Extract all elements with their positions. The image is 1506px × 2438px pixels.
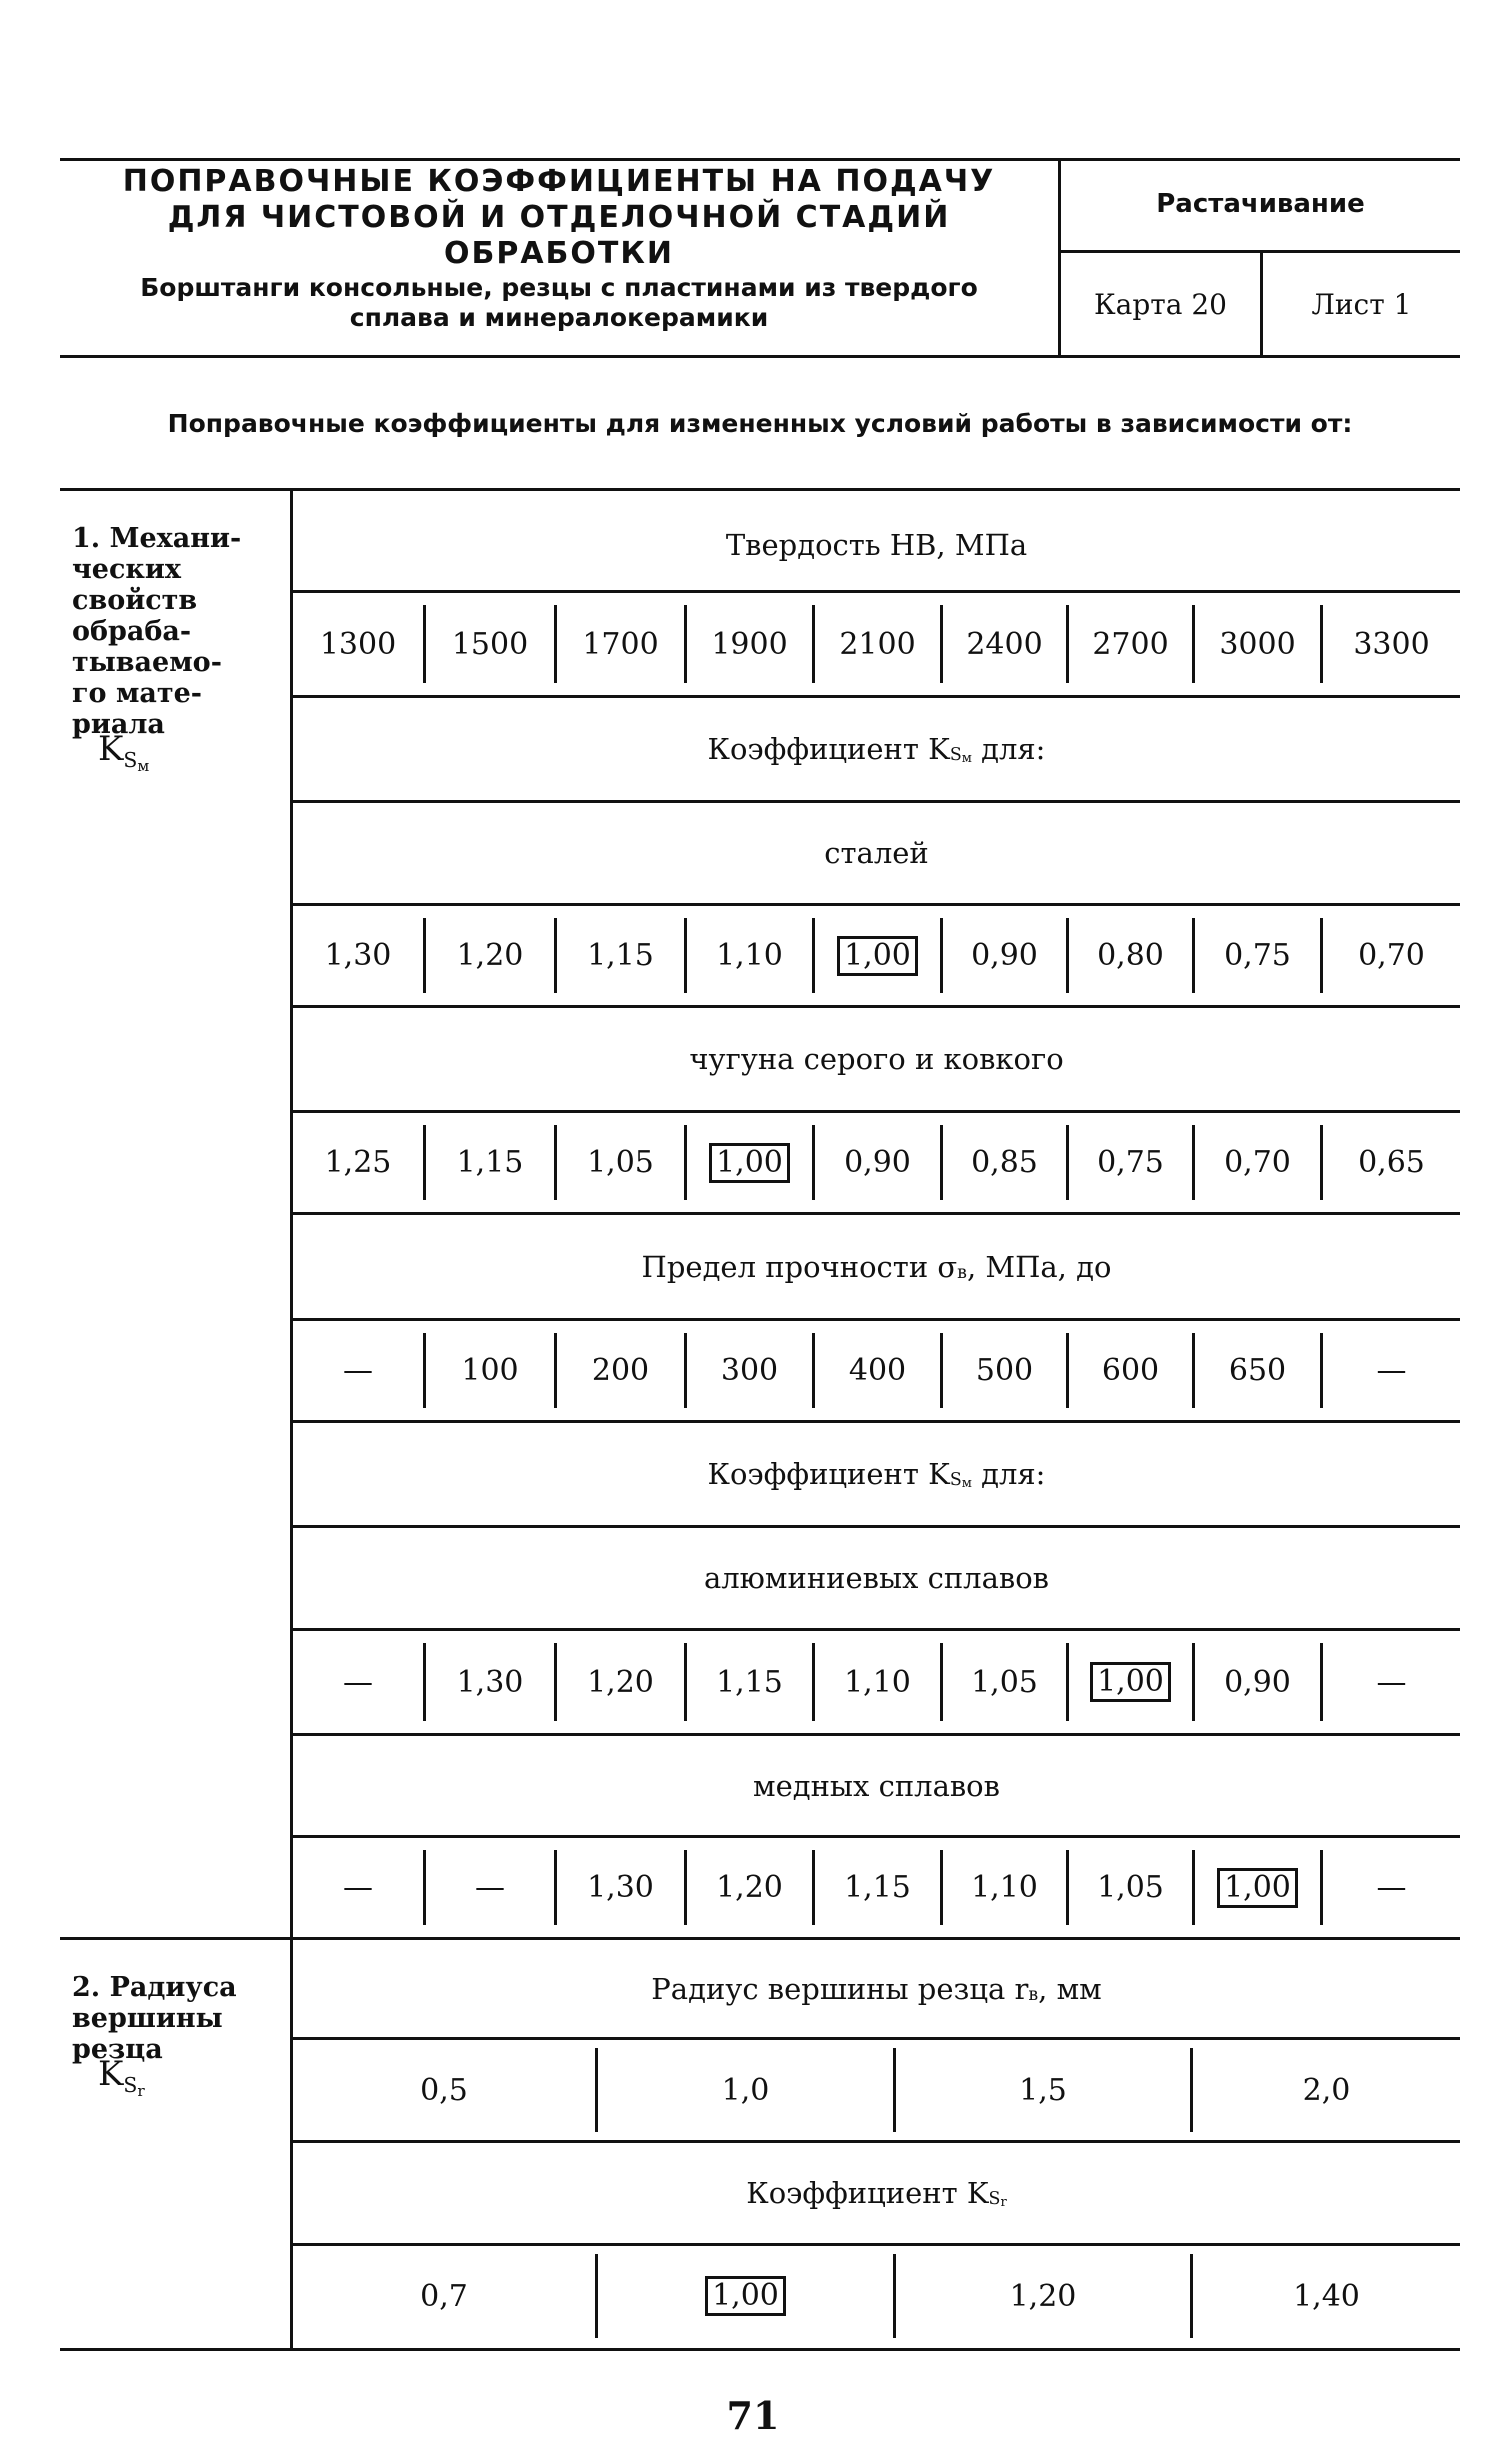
strength-cell bbox=[1069, 1321, 1192, 1420]
cell-divider bbox=[1320, 605, 1323, 683]
cell-divider bbox=[554, 918, 557, 993]
castiron-cell bbox=[1069, 1113, 1192, 1212]
section1-symbol: $K_{Sм}$ bbox=[98, 729, 150, 775]
cell-divider bbox=[1066, 1850, 1069, 1925]
hardness-cell bbox=[1069, 593, 1192, 695]
table-bottom-rule bbox=[60, 2348, 1460, 2351]
cell-divider bbox=[423, 1125, 426, 1200]
section2-label-line: резца bbox=[72, 2034, 163, 2065]
cell-divider bbox=[554, 1850, 557, 1925]
copper-heading: медных сплавов bbox=[753, 1768, 1000, 1803]
hardness-cell bbox=[815, 593, 940, 695]
steel-cell bbox=[293, 906, 423, 1005]
copper-value: 1,20 bbox=[716, 1870, 783, 1905]
coef-r-cell bbox=[293, 2246, 595, 2346]
header-subtitle bbox=[60, 270, 1058, 336]
castiron-cell bbox=[1323, 1113, 1460, 1212]
cell-divider bbox=[1320, 1643, 1323, 1721]
cell-divider bbox=[1192, 605, 1195, 683]
cell-divider bbox=[893, 2254, 896, 2338]
hardness-cell bbox=[943, 593, 1066, 695]
strength-value: — bbox=[343, 1353, 373, 1388]
cell-divider bbox=[1066, 1643, 1069, 1721]
cell-divider bbox=[554, 1333, 557, 1408]
steel-value: 1,10 bbox=[716, 938, 783, 973]
section1-label-line: ческих bbox=[72, 554, 182, 585]
coef-r-cell bbox=[896, 2246, 1190, 2346]
strength-value: 600 bbox=[1101, 1353, 1160, 1388]
table-top-rule bbox=[60, 488, 1460, 491]
aluminum-cell bbox=[1323, 1631, 1460, 1733]
aluminum-value: 1,15 bbox=[716, 1664, 783, 1700]
castiron-value: 0,70 bbox=[1224, 1145, 1291, 1180]
steel-cell bbox=[687, 906, 812, 1005]
cell-divider bbox=[1320, 1850, 1323, 1925]
strength-cell bbox=[1323, 1321, 1460, 1420]
section1-label-line: обраба- bbox=[72, 616, 192, 647]
coef-heading-2: Коэффициент K S м для: bbox=[707, 1457, 1046, 1492]
cell-divider bbox=[1190, 2048, 1193, 2132]
hardness-value: 2100 bbox=[839, 626, 916, 662]
aluminum-value: 1,05 bbox=[971, 1664, 1038, 1700]
header-card: Карта 20 bbox=[1094, 287, 1227, 321]
hardness-value: 2700 bbox=[1092, 626, 1169, 662]
copper-cell bbox=[557, 1838, 684, 1937]
cell-divider bbox=[1192, 1850, 1195, 1925]
aluminum-value: — bbox=[1376, 1664, 1407, 1700]
coef-r-value: 1,20 bbox=[1009, 2278, 1077, 2314]
copper-value: — bbox=[1376, 1870, 1407, 1905]
cell-divider bbox=[554, 1125, 557, 1200]
cell-divider bbox=[684, 1333, 687, 1408]
copper-value: — bbox=[343, 1870, 373, 1905]
strength-value: 500 bbox=[975, 1353, 1034, 1388]
copper-cell bbox=[1069, 1838, 1192, 1937]
aluminum-value: 1,00 bbox=[1090, 1662, 1171, 1702]
section1-label bbox=[72, 523, 282, 775]
section1-label-line: 1. Механи- bbox=[72, 523, 242, 554]
copper-value: — bbox=[475, 1870, 505, 1905]
aluminum-cell bbox=[943, 1631, 1066, 1733]
hardness-value: 1300 bbox=[319, 626, 397, 662]
steel-cell bbox=[815, 906, 940, 1005]
steel-cell bbox=[557, 906, 684, 1005]
strength-cell bbox=[815, 1321, 940, 1420]
strength-value: — bbox=[1376, 1353, 1407, 1388]
cell-divider bbox=[554, 1643, 557, 1721]
steel-cell bbox=[426, 906, 554, 1005]
radius-value: 1,5 bbox=[1019, 2072, 1067, 2108]
section1-label-line: риала bbox=[72, 709, 165, 740]
hardness-heading: Твердость НВ, МПа bbox=[725, 528, 1028, 562]
aluminum-heading: алюминиевых сплавов bbox=[703, 1561, 1050, 1595]
cell-divider bbox=[940, 1333, 943, 1408]
copper-value: 1,10 bbox=[971, 1870, 1038, 1905]
copper-value: 1,30 bbox=[587, 1870, 654, 1905]
steel-cell bbox=[943, 906, 1066, 1005]
steel-value: 1,00 bbox=[837, 936, 918, 976]
castiron-cell bbox=[815, 1113, 940, 1212]
coef-heading-1: Коэффициент K S м для: bbox=[707, 732, 1046, 767]
hardness-cell bbox=[426, 593, 554, 695]
strength-cell bbox=[426, 1321, 554, 1420]
copper-cell bbox=[1323, 1838, 1460, 1937]
section1-label-line: тываемо- bbox=[72, 647, 222, 678]
section1-label-line: го мате- bbox=[72, 678, 203, 709]
cell-divider bbox=[554, 605, 557, 683]
aluminum-cell bbox=[815, 1631, 940, 1733]
section1-label-line: свойств bbox=[72, 585, 198, 616]
cell-divider bbox=[1066, 1333, 1069, 1408]
aluminum-value: 0,90 bbox=[1224, 1664, 1291, 1700]
aluminum-cell bbox=[426, 1631, 554, 1733]
castiron-value: 1,15 bbox=[456, 1145, 524, 1180]
hardness-cell bbox=[557, 593, 684, 695]
castiron-value: 1,00 bbox=[709, 1143, 790, 1183]
header-sheet: Лист 1 bbox=[1311, 287, 1412, 321]
cell-divider bbox=[595, 2048, 598, 2132]
cell-divider bbox=[1066, 918, 1069, 993]
header-title-line1: ПОПРАВОЧНЫЕ КОЭФФИЦИЕНТЫ НА ПОДАЧУ bbox=[122, 164, 996, 199]
cell-divider bbox=[940, 1125, 943, 1200]
hardness-value: 1500 bbox=[451, 626, 529, 662]
steel-value: 0,75 bbox=[1224, 938, 1291, 973]
cell-divider bbox=[1192, 1333, 1195, 1408]
hardness-cell bbox=[687, 593, 812, 695]
intro-text: Поправочные коэффициенты для измененных условий работы в зависимости от: bbox=[167, 408, 1353, 438]
steel-heading: сталей bbox=[824, 836, 929, 870]
cell-divider bbox=[812, 918, 815, 993]
strength-cell bbox=[943, 1321, 1066, 1420]
cell-divider bbox=[1192, 1125, 1195, 1200]
section2-label bbox=[72, 1972, 282, 2100]
copper-cell bbox=[293, 1838, 423, 1937]
section2-label-line: 2. Радиуса bbox=[72, 1972, 237, 2003]
aluminum-cell bbox=[293, 1631, 423, 1733]
header-title bbox=[60, 164, 1058, 271]
cell-divider bbox=[1190, 2254, 1193, 2338]
header-subtitle-line1: Борштанги консольные, резцы с пластинами из твердого bbox=[140, 273, 978, 302]
cell-divider bbox=[893, 2048, 896, 2132]
section2-symbol: $K_{Sr}$ bbox=[98, 2054, 145, 2100]
cell-divider bbox=[940, 1643, 943, 1721]
castiron-value: 1,25 bbox=[324, 1145, 392, 1180]
copper-cell bbox=[426, 1838, 554, 1937]
cell-divider bbox=[1066, 605, 1069, 683]
radius-heading: Радиус вершины резца r в , мм bbox=[651, 1971, 1102, 2006]
cell-divider bbox=[1320, 918, 1323, 993]
cell-divider bbox=[940, 918, 943, 993]
aluminum-value: 1,10 bbox=[844, 1664, 911, 1700]
copper-value: 1,15 bbox=[844, 1870, 911, 1905]
aluminum-cell bbox=[1195, 1631, 1320, 1733]
aluminum-cell bbox=[687, 1631, 812, 1733]
aluminum-value: 1,20 bbox=[587, 1664, 654, 1700]
cell-divider bbox=[812, 605, 815, 683]
strength-value: 300 bbox=[720, 1353, 779, 1388]
hardness-value: 1700 bbox=[582, 626, 659, 662]
aluminum-cell bbox=[1069, 1631, 1192, 1733]
hardness-value: 3000 bbox=[1219, 626, 1296, 662]
castiron-cell bbox=[426, 1113, 554, 1212]
aluminum-value: 1,30 bbox=[456, 1664, 524, 1700]
aluminum-value: — bbox=[343, 1664, 373, 1700]
cell-divider bbox=[684, 918, 687, 993]
cell-divider bbox=[595, 2254, 598, 2338]
coef-r-value: 1,40 bbox=[1293, 2278, 1360, 2314]
hardness-cell bbox=[1195, 593, 1320, 695]
page-number: 71 bbox=[726, 2392, 780, 2438]
steel-cell bbox=[1195, 906, 1320, 1005]
steel-value: 0,70 bbox=[1358, 938, 1425, 973]
header-title-line2: ДЛЯ ЧИСТОВОЙ И ОТДЕЛОЧНОЙ СТАДИЙ ОБРАБОТКИ bbox=[167, 200, 951, 271]
cell-divider bbox=[940, 1850, 943, 1925]
header-subtitle-line2: сплава и минералокерамики bbox=[349, 303, 769, 332]
coef-r-value: 0,7 bbox=[420, 2278, 468, 2314]
strength-value: 400 bbox=[848, 1353, 907, 1388]
cell-divider bbox=[684, 605, 687, 683]
strength-cell bbox=[557, 1321, 684, 1420]
radius-cell bbox=[598, 2040, 893, 2140]
cell-divider bbox=[1192, 1643, 1195, 1721]
steel-value: 0,90 bbox=[971, 938, 1038, 973]
castiron-value: 0,85 bbox=[971, 1145, 1038, 1180]
radius-cell bbox=[293, 2040, 595, 2140]
steel-cell bbox=[1323, 906, 1460, 1005]
cell-divider bbox=[812, 1643, 815, 1721]
hardness-value: 1900 bbox=[711, 626, 788, 662]
copper-cell bbox=[943, 1838, 1066, 1937]
header-bottom-rule bbox=[60, 355, 1460, 358]
coef-heading-r: Коэффициент K S r bbox=[746, 2176, 1007, 2211]
strength-cell bbox=[293, 1321, 423, 1420]
cell-divider bbox=[812, 1333, 815, 1408]
steel-value: 1,15 bbox=[587, 938, 654, 973]
cell-divider bbox=[1320, 1125, 1323, 1200]
cell-divider bbox=[1066, 1125, 1069, 1200]
castiron-cell bbox=[293, 1113, 423, 1212]
cell-divider bbox=[423, 1850, 426, 1925]
radius-value: 0,5 bbox=[420, 2072, 468, 2108]
header-operation: Растачивание bbox=[1156, 189, 1365, 219]
strength-cell bbox=[687, 1321, 812, 1420]
strength-value: 650 bbox=[1228, 1353, 1287, 1388]
strength-heading: Предел прочности σ в , МПа, до bbox=[641, 1249, 1112, 1284]
cell-divider bbox=[684, 1125, 687, 1200]
hardness-value: 2400 bbox=[966, 626, 1043, 662]
castiron-value: 0,75 bbox=[1097, 1145, 1164, 1180]
strength-value: 100 bbox=[461, 1353, 519, 1388]
castiron-value: 0,90 bbox=[844, 1145, 911, 1180]
cell-divider bbox=[423, 1643, 426, 1721]
cell-divider bbox=[1192, 918, 1195, 993]
castiron-cell bbox=[557, 1113, 684, 1212]
section2-label-line: вершины bbox=[72, 2003, 223, 2034]
copper-cell bbox=[687, 1838, 812, 1937]
copper-value: 1,05 bbox=[1097, 1870, 1164, 1905]
strength-cell bbox=[1195, 1321, 1320, 1420]
cell-divider bbox=[812, 1850, 815, 1925]
cell-divider bbox=[812, 1125, 815, 1200]
hardness-cell bbox=[1323, 593, 1460, 695]
steel-value: 1,20 bbox=[456, 938, 524, 973]
steel-cell bbox=[1069, 906, 1192, 1005]
castiron-cell bbox=[687, 1113, 812, 1212]
copper-cell bbox=[1195, 1838, 1320, 1937]
cell-divider bbox=[423, 1333, 426, 1408]
cell-divider bbox=[940, 605, 943, 683]
steel-value: 1,30 bbox=[324, 938, 392, 973]
cell-divider bbox=[1320, 1333, 1323, 1408]
castiron-value: 0,65 bbox=[1358, 1145, 1425, 1180]
hardness-cell bbox=[293, 593, 423, 695]
castiron-value: 1,05 bbox=[587, 1145, 654, 1180]
aluminum-cell bbox=[557, 1631, 684, 1733]
radius-value: 1,0 bbox=[721, 2072, 770, 2108]
castiron-cell bbox=[943, 1113, 1066, 1212]
hardness-value: 3300 bbox=[1353, 626, 1430, 662]
radius-cell bbox=[896, 2040, 1190, 2140]
coef-r-value: 1,00 bbox=[705, 2276, 786, 2316]
castiron-cell bbox=[1195, 1113, 1320, 1212]
cell-divider bbox=[423, 605, 426, 683]
copper-cell bbox=[815, 1838, 940, 1937]
strength-value: 200 bbox=[591, 1353, 650, 1388]
coef-r-cell bbox=[1193, 2246, 1460, 2346]
castiron-heading: чугуна серого и ковкого bbox=[689, 1042, 1064, 1076]
copper-value: 1,00 bbox=[1217, 1868, 1298, 1908]
cell-divider bbox=[684, 1643, 687, 1721]
cell-divider bbox=[423, 918, 426, 993]
radius-value: 2,0 bbox=[1302, 2072, 1351, 2108]
radius-cell bbox=[1193, 2040, 1460, 2140]
coef-r-cell bbox=[598, 2246, 893, 2346]
cell-divider bbox=[684, 1850, 687, 1925]
steel-value: 0,80 bbox=[1097, 938, 1164, 973]
